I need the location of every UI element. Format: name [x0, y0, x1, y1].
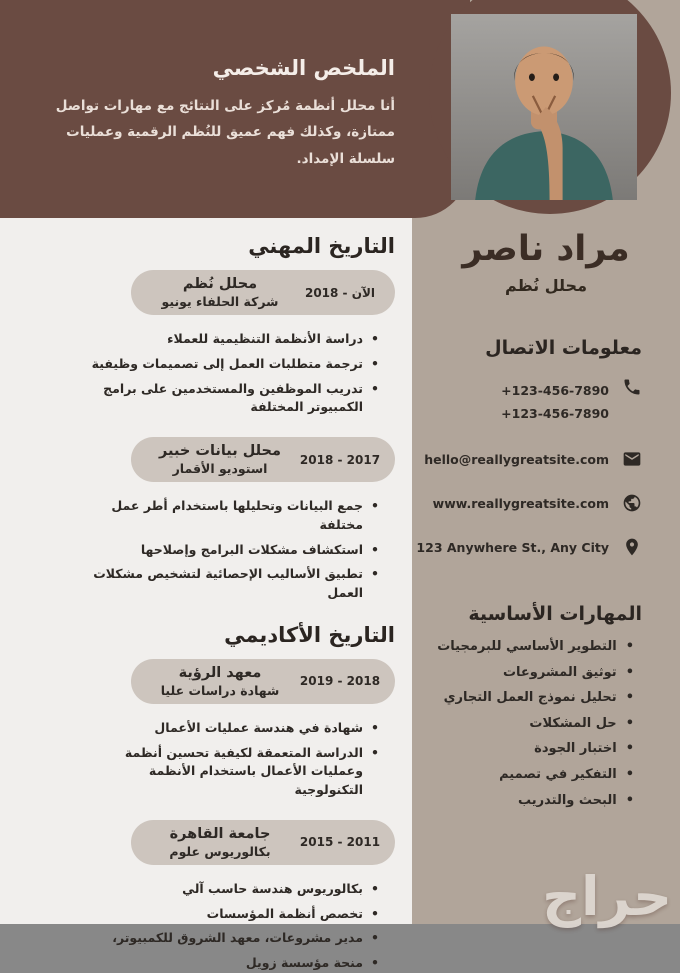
list-item — [412, 689, 634, 707]
envelope-icon — [622, 449, 642, 469]
bullet-dot: • — [371, 331, 379, 346]
person-job-title: محلل نُظم — [505, 275, 587, 295]
bullet-text: تخصص أنظمة المؤسسات — [206, 905, 363, 921]
contact-row-address — [412, 537, 680, 558]
skill-text: البحث والتدريب — [518, 792, 617, 808]
phone-number: +123-456-7890 — [501, 382, 609, 398]
experience-role: محلل بيانات خبير — [159, 443, 281, 459]
profile-photo — [451, 14, 637, 200]
skill-text: حل المشكلات — [529, 715, 617, 731]
bullet-dot: • — [625, 741, 634, 757]
bullet-dot: • — [625, 690, 634, 706]
education-entry-header — [131, 820, 395, 865]
education-school: جامعة القاهرة — [169, 825, 271, 842]
bullet-text: استكشاف مشكلات البرامج وإصلاحها — [140, 541, 363, 557]
list-item — [90, 744, 379, 800]
phone-icon — [622, 377, 642, 397]
bullet-dot: • — [371, 355, 379, 371]
contact-section-title: معلومات الاتصال — [485, 336, 642, 359]
location-pin-icon — [622, 537, 642, 557]
list-item — [412, 664, 634, 682]
summary-title: الملخص الشخصي — [212, 56, 395, 80]
skill-text: توثيق المشروعات — [502, 664, 617, 680]
education-heading — [143, 665, 297, 698]
list-item — [90, 905, 379, 924]
bullet-dot: • — [371, 719, 379, 735]
list-item — [90, 355, 379, 374]
street-address: 123 Anywhere St., Any City — [416, 539, 609, 555]
bullet-text: ترجمة متطلبات العمل إلى تصميمات وظيفية — [91, 355, 363, 371]
experience-date: الآن - 2018 — [304, 285, 376, 300]
bullet-dot: • — [625, 792, 634, 808]
list-item — [90, 541, 379, 560]
phone-numbers — [501, 377, 609, 427]
education-entry-header — [131, 659, 395, 704]
bullet-dot: • — [371, 744, 379, 760]
list-item — [412, 792, 634, 810]
skills-list — [412, 638, 680, 809]
contact-row-website — [412, 493, 680, 514]
skill-text: اختبار الجودة — [534, 741, 617, 757]
bullet-dot: • — [371, 955, 379, 970]
bullet-text: مدير مشروعات، معهد الشروق للكمبيوتر، — [112, 930, 363, 946]
bullet-text: جمع البيانات وتحليلها باستخدام أطر عمل مختلفة — [111, 498, 363, 532]
bullet-text: بكالوريوس هندسة حاسب آلي — [182, 880, 363, 896]
bullet-text: الدراسة المتعمقة لكيفية تحسين أنظمة وعمليات الأعمال باستخدام الأنظمة التكنولوجية — [124, 744, 363, 797]
skills-section-title: المهارات الأساسية — [468, 603, 642, 626]
list-item — [90, 880, 379, 899]
bullet-text: تطبيق الأساليب الإحصائية لتشخيص مشكلات العمل — [93, 566, 363, 600]
globe-icon — [622, 493, 642, 513]
education-degree: شهادة دراسات عليا — [160, 682, 280, 698]
education-degree: بكالوريوس علوم — [169, 843, 271, 859]
skill-text: تحليل نموذج العمل التجاري — [443, 690, 617, 706]
experience-bullet-list — [90, 330, 395, 417]
bullet-dot: • — [625, 715, 634, 731]
bullet-dot: • — [371, 498, 379, 513]
skills-section — [412, 603, 680, 809]
education-date: 2019 - 2018 — [299, 674, 381, 689]
experience-role: محلل نُظم — [182, 276, 258, 292]
experience-heading — [143, 276, 297, 309]
bullet-dot: • — [371, 880, 379, 896]
bullet-dot: • — [371, 541, 379, 557]
contact-section — [412, 337, 680, 558]
list-item — [90, 330, 379, 349]
list-item — [90, 497, 379, 535]
education-bullet-list — [90, 880, 395, 973]
bullet-text: دراسة الأنظمة التنظيمية للعملاء — [167, 331, 363, 346]
experience-bullet-list — [90, 497, 395, 603]
experience-company: شركة الحلفاء يونيو — [161, 294, 279, 309]
bullet-dot: • — [625, 766, 634, 782]
list-item — [412, 766, 634, 784]
bullet-dot: • — [371, 930, 379, 946]
experience-entry-header — [131, 270, 395, 315]
skill-text: التفكير في تصميم — [499, 766, 617, 782]
experience-section-title: التاريخ المهني — [248, 234, 395, 258]
bullet-text: منحة مؤسسة زويل — [245, 955, 363, 970]
list-item — [412, 638, 634, 656]
experience-entry-header — [131, 437, 395, 482]
education-school: معهد الرؤية — [178, 664, 262, 681]
bullet-dot: • — [371, 566, 379, 582]
skill-text: التطوير الأساسي للبرمجيات — [437, 639, 617, 655]
bullet-dot: • — [625, 664, 634, 680]
website-url: www.reallygreatsite.com — [432, 495, 609, 511]
bullet-text: شهادة في هندسة عمليات الأعمال — [154, 719, 363, 735]
contact-row-phone — [412, 377, 680, 427]
education-section-title: التاريخ الأكاديمي — [224, 622, 395, 647]
summary-text: أنا محلل أنظمة مُركز على النتائج مع مهارات تواصل ممتازة، وكذلك فهم عميق للنُظم الرقمية وعمليات سلسلة الإمداد. — [55, 98, 395, 167]
person-avatar — [451, 14, 637, 200]
list-item — [412, 715, 634, 733]
haraj-watermark: حراج — [542, 865, 672, 928]
phone-number: +123-456-7890 — [501, 406, 609, 422]
experience-company: استوديو الأقمار — [172, 461, 268, 476]
list-item — [90, 719, 379, 738]
bullet-dot: • — [371, 380, 379, 396]
bullet-dot: • — [371, 905, 379, 921]
education-date: 2015 - 2011 — [299, 835, 381, 850]
bullet-dot: • — [625, 639, 634, 655]
bullet-text: تدريب الموظفين والمستخدمين على برامج الكمبيوتر المختلفة — [103, 380, 363, 415]
experience-heading — [143, 443, 297, 476]
contact-row-email — [412, 449, 680, 470]
experience-date: 2018 - 2017 — [299, 452, 381, 467]
list-item — [412, 740, 634, 758]
education-heading — [143, 826, 297, 859]
list-item — [90, 380, 379, 418]
list-item — [90, 954, 379, 973]
email-address: hello@reallygreatsite.com — [424, 452, 609, 467]
list-item — [90, 565, 379, 603]
education-bullet-list — [90, 719, 395, 800]
list-item — [90, 929, 379, 948]
person-name: مراد ناصر — [462, 229, 630, 269]
